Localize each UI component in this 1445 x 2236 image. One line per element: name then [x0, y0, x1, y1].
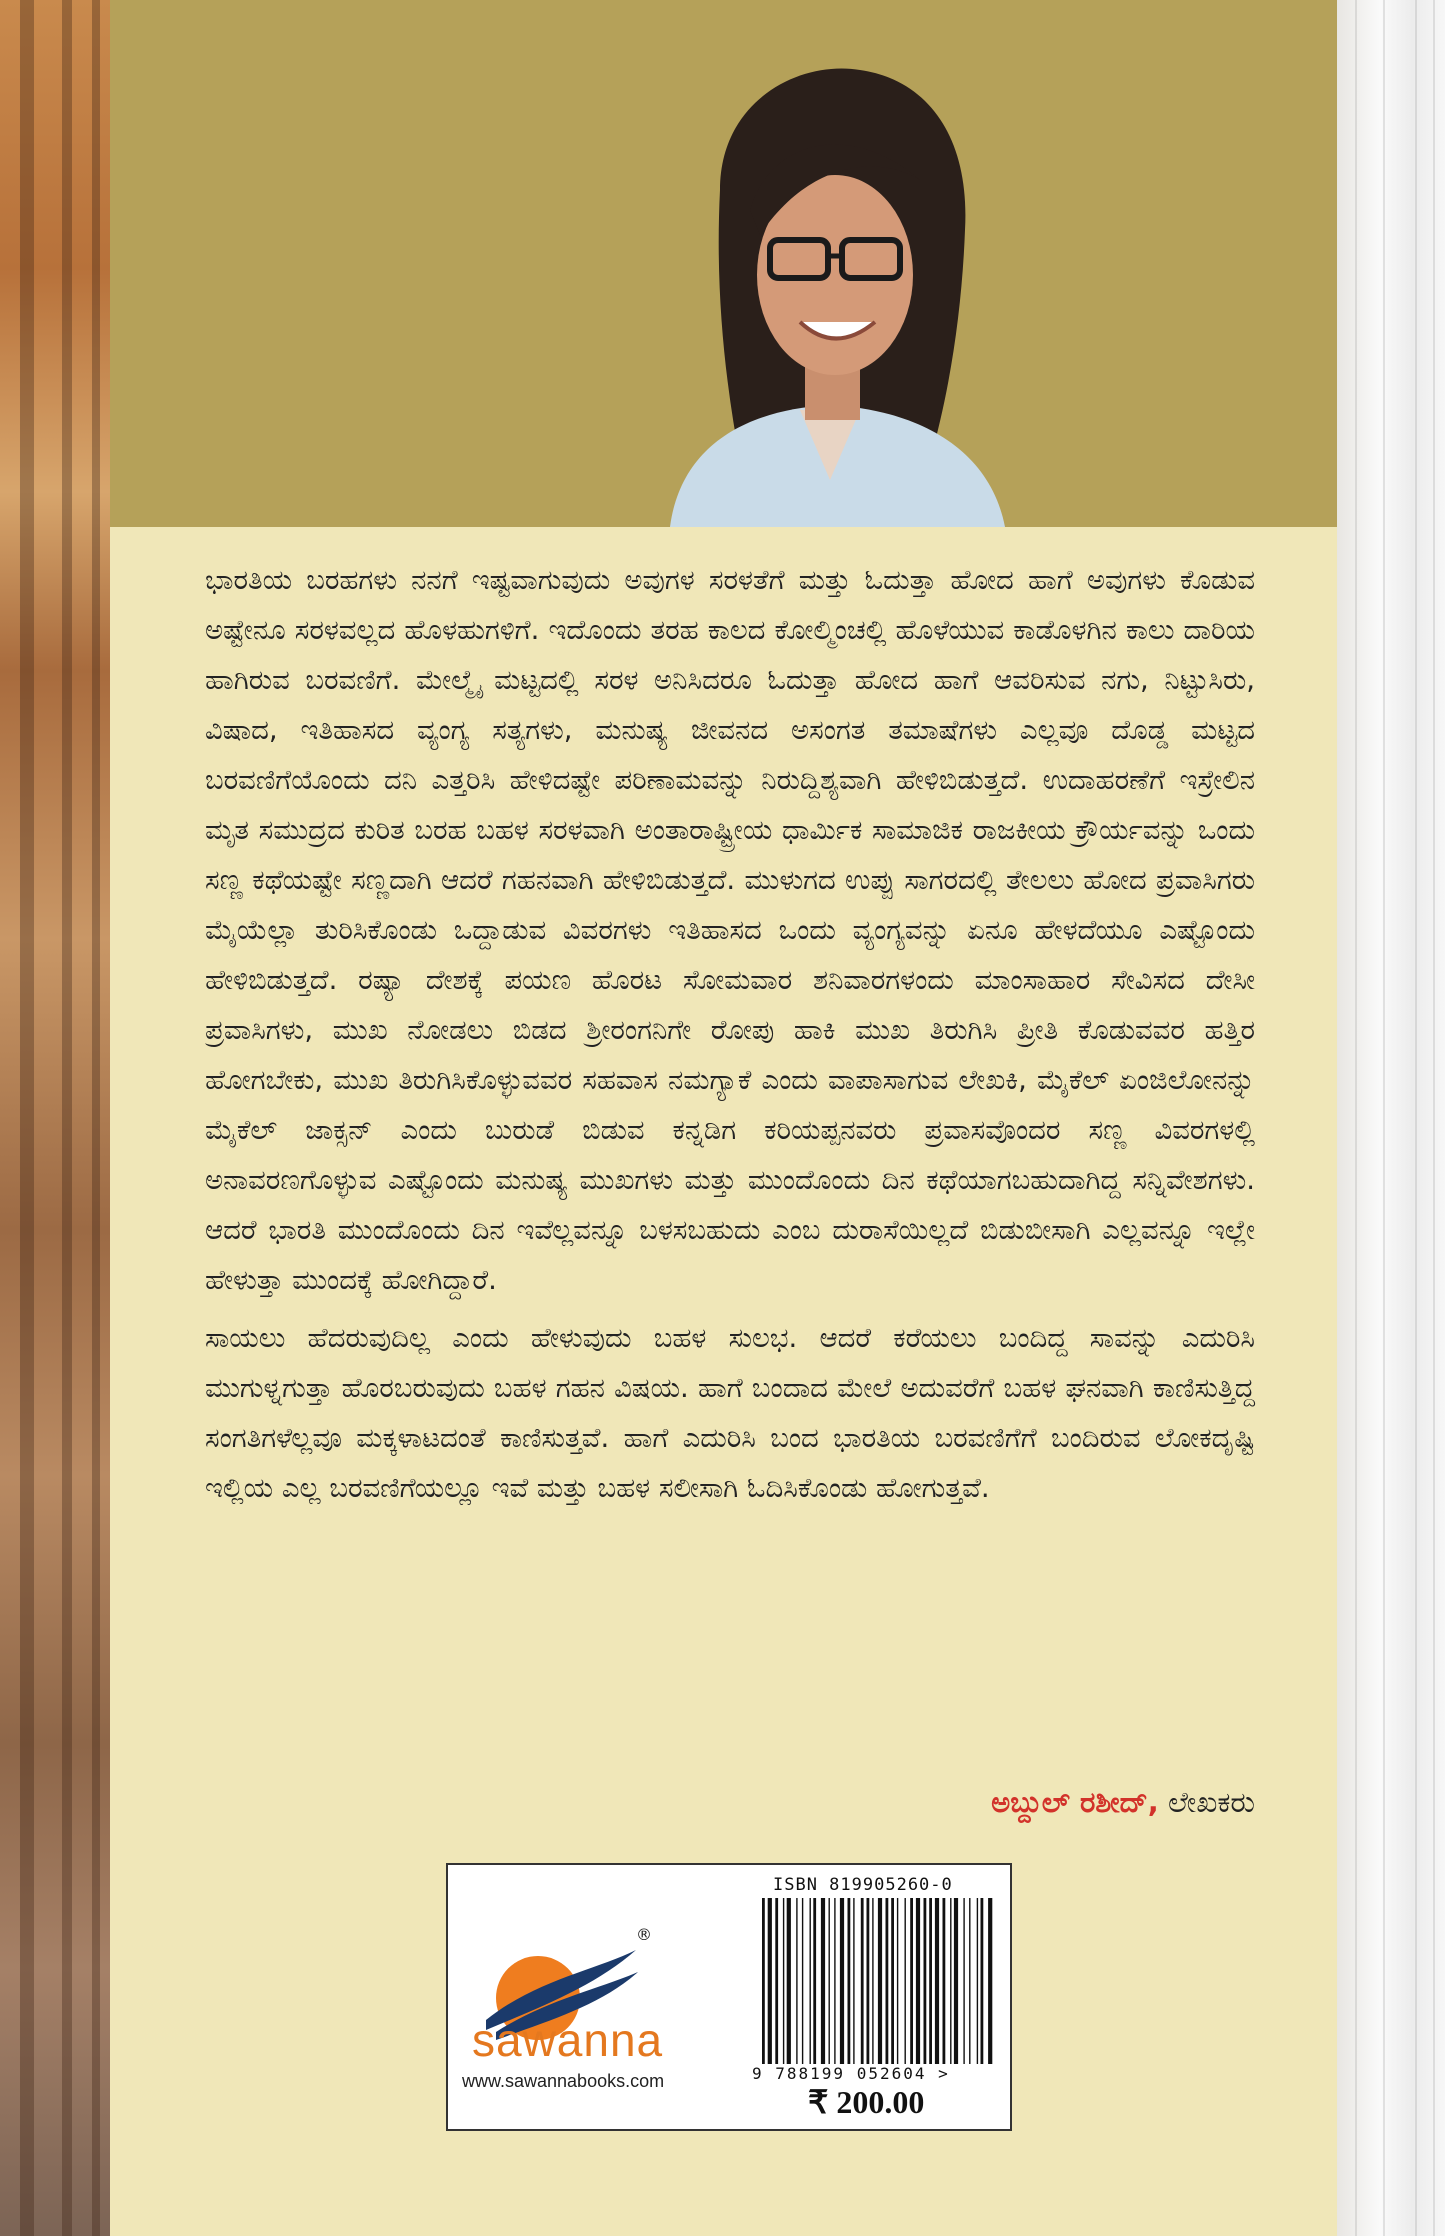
blurb-text	[205, 555, 1255, 1521]
publisher-name: sawanna	[472, 2014, 664, 2066]
author-portrait	[630, 60, 1030, 527]
price: ₹ 200.00	[808, 2084, 925, 2120]
blurb-paragraph-1: ಭಾರತಿಯ ಬರಹಗಳು ನನಗೆ ಇಷ್ಟವಾಗುವುದು ಅವುಗಳ ಸರಳತೆಗೆ ಮತ್ತು ಓದುತ್ತಾ ಹೋದ ಹಾಗೆ ಅವುಗಳು ಕೊಡುವ ಅಷ್ಟೇನೂ ಸರಳವಲ್ಲದ ಹೊಳಹುಗಳಿಗೆ. ಇದೊಂದು ತರಹ ಕಾಲದ ಕೋಲ್ಮಿಂಚಲ್ಲಿ ಹೊಳೆಯುವ ಕಾಡೊಳಗಿನ ಕಾಲು ದಾರಿಯ ಹಾಗಿರುವ ಬರವಣಿಗೆ. ಮೇಲ್ಮೈ ಮಟ್ಟದಲ್ಲಿ ಸರಳ ಅನಿಸಿದರೂ ಓದುತ್ತಾ ಹೋದ ಹಾಗೆ ಆವರಿಸುವ ನಗು, ನಿಟ್ಟುಸಿರು, ವಿಷಾದ, ಇತಿಹಾಸದ ವ್ಯಂಗ್ಯ ಸತ್ಯಗಳು, ಮನುಷ್ಯ ಜೀವನದ ಅಸಂಗತ ತಮಾಷೆಗಳು ಎಲ್ಲವೂ ದೊಡ್ಡ ಮಟ್ಟದ ಬರವಣಿಗೆಯೊಂದು ದನಿ ಎತ್ತರಿಸಿ ಹೇಳಿದಷ್ಟೇ ಪರಿಣಾಮವನ್ನು ನಿರುದ್ದಿಶ್ಯವಾಗಿ ಹೇಳಿಬಿಡುತ್ತದೆ. ಉದಾಹರಣೆಗೆ ಇಸ್ರೇಲಿನ ಮೃತ ಸಮುದ್ರದ ಕುರಿತ ಬರಹ ಬಹಳ ಸರಳವಾಗಿ ಅಂತಾರಾಷ್ಟ್ರೀಯ ಧಾರ್ಮಿಕ ಸಾಮಾಜಿಕ ರಾಜಕೀಯ ಕ್ರೌರ್ಯವನ್ನು ಒಂದು ಸಣ್ಣ ಕಥೆಯಷ್ಟೇ ಸಣ್ಣದಾಗಿ ಆದರೆ ಗಹನವಾಗಿ ಹೇಳಿಬಿಡುತ್ತದೆ. ಮುಳುಗದ ಉಪ್ಪು ಸಾಗರದಲ್ಲಿ ತೇಲಲು ಹೋದ ಪ್ರವಾಸಿಗರು ಮೈಯೆಲ್ಲಾ ತುರಿಸಿಕೊಂಡು ಒದ್ದಾಡುವ ವಿವರಗಳು ಇತಿಹಾಸದ ಒಂದು ವ್ಯಂಗ್ಯವನ್ನು ಏನೂ ಹೇಳದೆಯೂ ಎಷ್ಟೊಂದು ಹೇಳಿಬಿಡುತ್ತದೆ. ರಷ್ಯಾ ದೇಶಕ್ಕೆ ಪಯಣ ಹೊರಟ ಸೋಮವಾರ ಶನಿವಾರಗಳಂದು ಮಾಂಸಾಹಾರ ಸೇವಿಸದ ದೇಸೀ ಪ್ರವಾಸಿಗಳು, ಮುಖ ನೋಡಲು ಬಿಡದ ಶ್ರೀರಂಗನಿಗೇ ರೋಪು ಹಾಕಿ ಮುಖ ತಿರುಗಿಸಿ ಪ್ರೀತಿ ಕೊಡುವವರ ಹತ್ತಿರ ಹೋಗಬೇಕು, ಮುಖ ತಿರುಗಿಸಿಕೊಳ್ಳುವವರ ಸಹವಾಸ ನಮಗ್ಯಾಕೆ ಎಂದು ವಾಪಾಸಾಗುವ ಲೇಖಕಿ, ಮೈಕೆಲ್ ಏಂಜಿಲೋನನ್ನು ಮೈಕೆಲ್ ಜಾಕ್ಸನ್ ಎಂದು ಬುರುಡೆ ಬಿಡುವ ಕನ್ನಡಿಗ ಕರಿಯಪ್ಪನವರು ಪ್ರವಾಸವೊಂದರ ಸಣ್ಣ ವಿವರಗಳಲ್ಲಿ ಅನಾವರಣಗೊಳ್ಳುವ ಎಷ್ಟೊಂದು ಮನುಷ್ಯ ಮುಖಗಳು ಮತ್ತು ಮುಂದೊಂದು ದಿನ ಕಥೆಯಾಗಬಹುದಾಗಿದ್ದ ಸನ್ನಿವೇಶಗಳು. ಆದರೆ ಭಾರತಿ ಮುಂದೊಂದು ದಿನ ಇವೆಲ್ಲವನ್ನೂ ಬಳಸಬಹುದು ಎಂಬ ದುರಾಸೆಯಿಲ್ಲದೆ ಬಿಡುಬೀಸಾಗಿ ಎಲ್ಲವನ್ನೂ ಇಲ್ಲೇ ಹೇಳುತ್ತಾ ಮುಂದಕ್ಕೆ ಹೋಗಿದ್ದಾರೆ.	[205, 564, 1255, 1296]
barcode-bars	[760, 1898, 998, 2064]
barcode-digits: 9 788199 052604 >	[752, 2064, 950, 2083]
signature-author: ಅಬ್ದುಲ್ ರಶೀದ್,	[991, 1785, 1159, 1819]
publisher-url: www.sawannabooks.com	[462, 2071, 665, 2091]
signature	[991, 1785, 1255, 1820]
right-background-photo	[1337, 0, 1445, 2236]
blurb-paragraph-2: ಸಾಯಲು ಹೆದರುವುದಿಲ್ಲ ಎಂದು ಹೇಳುವುದು ಬಹಳ ಸುಲಭ. ಆದರೆ ಕರೆಯಲು ಬಂದಿದ್ದ ಸಾವನ್ನು ಎದುರಿಸಿ ಮುಗುಳ್ನಗುತ್ತಾ ಹೊರಬರುವುದು ಬಹಳ ಗಹನ ವಿಷಯ. ಹಾಗೆ ಬಂದಾದ ಮೇಲೆ ಅದುವರೆಗೆ ಬಹಳ ಘನವಾಗಿ ಕಾಣಿಸುತ್ತಿದ್ದ ಸಂಗತಿಗಳೆಲ್ಲವೂ ಮಕ್ಕಳಾಟದಂತೆ ಕಾಣಿಸುತ್ತವೆ. ಹಾಗೆ ಎದುರಿಸಿ ಬಂದ ಭಾರತಿಯ ಬರವಣಿಗೆಗೆ ಬಂದಿರುವ ಲೋಕದೃಷ್ಟಿ ಇಲ್ಲಿಯ ಎಲ್ಲ ಬರವಣಿಗೆಯಲ್ಲೂ ಇವೆ ಮತ್ತು ಬಹಳ ಸಲೀಸಾಗಿ ಓದಿಸಿಕೊಂಡು ಹೋಗುತ್ತವೆ.	[205, 1322, 1255, 1504]
barcode-box	[446, 1863, 1012, 2131]
registered-mark: ®	[636, 1925, 652, 1944]
left-background-photo	[0, 0, 110, 2236]
isbn-label: ISBN 819905260-0	[773, 1875, 953, 1895]
author-photo-panel	[110, 0, 1337, 527]
signature-role: ಲೇಖಕರು	[1167, 1785, 1255, 1819]
